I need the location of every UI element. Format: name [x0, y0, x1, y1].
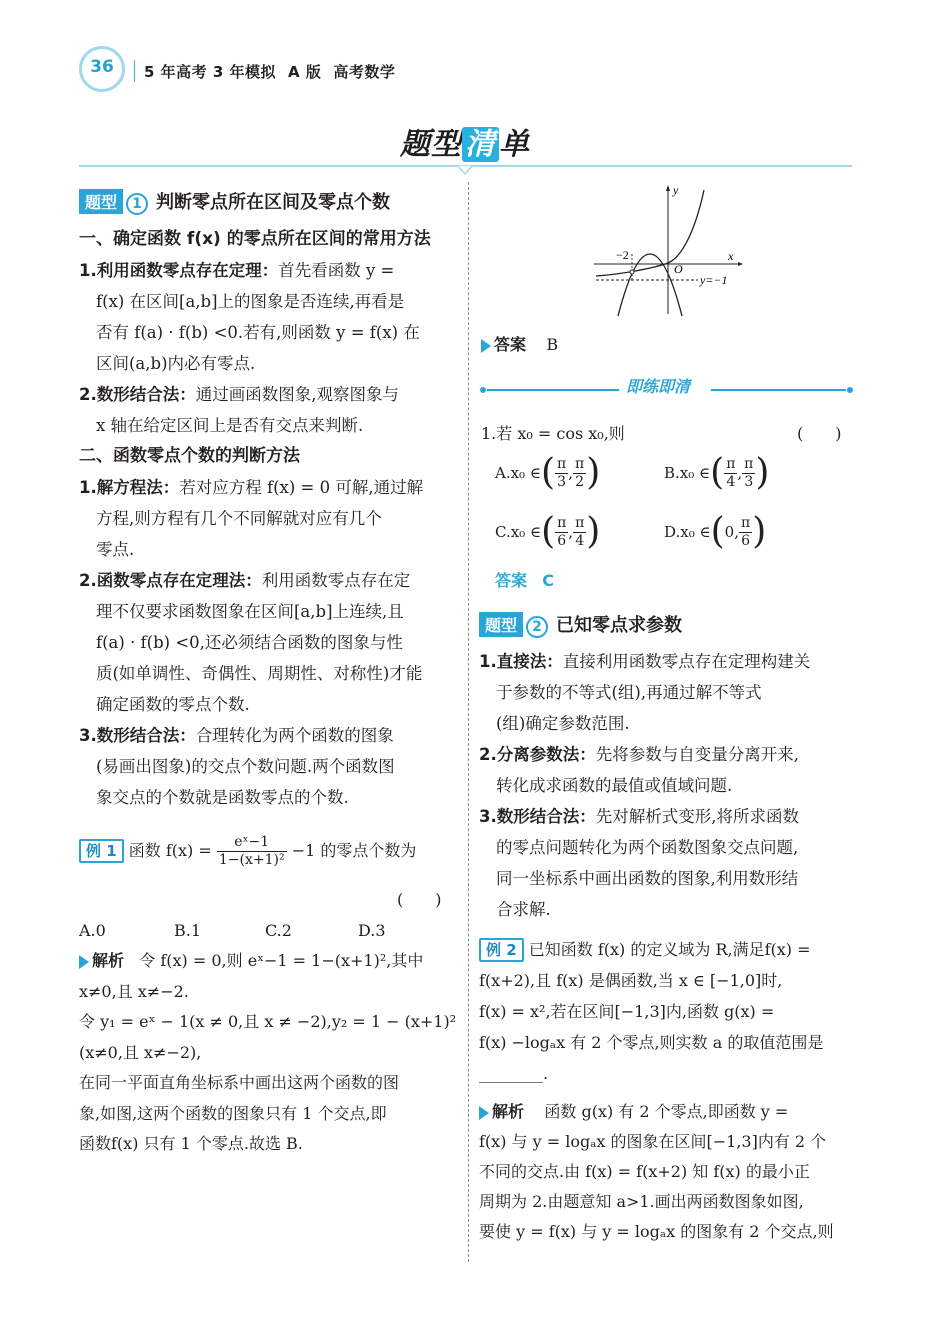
param-method-3-line: 同一坐标系中画出函数的图象,利用数形结	[496, 869, 799, 888]
answer-value: B	[546, 335, 559, 354]
param-method-2-label: 2.分离参数法：	[479, 745, 596, 764]
method-2-line: 通过画函数图象,观察图象与	[195, 385, 399, 404]
option-c: C.2	[265, 921, 292, 940]
banner-part-3: 单	[499, 127, 530, 162]
example-1-stem	[79, 834, 459, 869]
column-divider	[468, 182, 469, 1262]
analysis-line: 函数f(x) 只有 1 个零点.故选 B.	[79, 1134, 303, 1153]
section-1-title: 一、确定函数 f(x) 的零点所在区间的常用方法	[79, 229, 431, 249]
close-paren-icon: )	[755, 452, 770, 493]
example-2-tag: 例 2	[479, 938, 524, 962]
analysis-arrow-icon	[79, 955, 89, 969]
analysis-line: 周期为 2.由题意知 a>1.画出两函数图象如图,	[479, 1192, 804, 1211]
practice-answer	[495, 568, 554, 591]
section-banner	[400, 119, 530, 163]
example-1-tag: 例 1	[79, 839, 124, 863]
count-method-1-line: 零点.	[96, 540, 135, 559]
parabola-curve	[618, 254, 682, 316]
section-2-title: 二、函数零点个数的判断方法	[79, 446, 300, 466]
method-1-line: f(x) 在区间[a,b]上的图象是否连续,再看是	[96, 292, 405, 311]
practice-answer-value: C	[542, 571, 555, 590]
interval-start: 0	[724, 523, 735, 541]
topic-number: 2	[526, 616, 548, 638]
topic-2-body	[479, 646, 857, 925]
practice-answer-label: 答案	[495, 571, 528, 590]
param-method-3-line: 合求解.	[496, 900, 551, 919]
analysis-line: 象,如图,这两个函数的图象只有 1 个交点,即	[79, 1103, 387, 1123]
count-method-1-line: 方程,则方程有几个不同解就对应有几个	[96, 509, 382, 528]
param-method-1	[479, 646, 857, 739]
analysis-arrow-icon	[479, 1106, 489, 1120]
analysis-line: 在同一平面直角坐标系中画出这两个函数的图	[79, 1073, 400, 1092]
param-method-2	[479, 739, 857, 801]
option-label: C.x₀ ∈	[495, 523, 542, 541]
banner-part-2: 清	[462, 127, 499, 162]
practice-option-d: D.x₀ ∈ ( 0 , $\frac{\pi}{6}$ )	[664, 511, 767, 552]
practice-question-blank: ( )	[797, 424, 842, 443]
topic-title: 判断零点所在区间及零点个数	[156, 192, 391, 213]
param-method-3	[479, 801, 857, 925]
example-2-analysis	[479, 1097, 857, 1247]
open-paren-icon: (	[710, 511, 725, 552]
param-method-2-line: 先将参数与自变量分离开来,	[595, 745, 799, 764]
analysis-label: 解析	[92, 951, 125, 970]
x-axis-arrow-icon	[738, 262, 743, 266]
frac-num: π	[740, 514, 751, 531]
param-method-1-line: (组)确定参数范围.	[496, 714, 630, 733]
count-method-3-line: 象交点的个数就是函数零点的个数.	[96, 788, 349, 807]
count-method-2-line: 利用函数零点存在定	[261, 571, 411, 590]
fraction-denominator: 1−(x+1)²	[218, 852, 285, 868]
subject: 高考数学	[333, 63, 396, 81]
param-method-3-label: 3.数形结合法：	[479, 807, 596, 826]
close-paren-icon: )	[752, 511, 767, 552]
frac-den: 3	[744, 473, 754, 490]
topic-tag: 题型	[479, 612, 523, 637]
x-axis-label: x	[728, 249, 734, 263]
count-method-2-line: 质(如单调性、奇偶性、周期性、对称性)才能	[96, 664, 423, 683]
practice-option-b: B.x₀ ∈ ( $\frac{\pi}{4}$ , $\frac{\pi}{3}$ )	[664, 452, 770, 493]
example-1-options	[79, 921, 459, 940]
practice-question-stem: 1.若 x₀ = cos x₀,则	[481, 424, 625, 443]
practice-option-c: C.x₀ ∈ ( $\frac{\pi}{6}$ , $\frac{\pi}{4}$ )	[495, 511, 601, 552]
origin-label: O	[674, 262, 683, 276]
topic-title: 已知零点求参数	[556, 615, 683, 636]
option-label: D.x₀ ∈	[664, 523, 711, 541]
method-1-label: 1.利用函数零点存在定理：	[79, 261, 279, 280]
analysis-line: 函数 g(x) 有 2 个零点,即函数 y =	[544, 1102, 789, 1121]
frac-den: 6	[557, 532, 567, 549]
count-method-3	[79, 720, 455, 813]
analysis-label: 解析	[492, 1102, 525, 1121]
analysis-line: x≠0,且 x≠−2.	[79, 981, 189, 1001]
param-method-3-line: 先对解析式变形,将所求函数	[595, 807, 799, 826]
count-method-3-label: 3.数形结合法：	[79, 726, 196, 745]
frac-den: 2	[575, 473, 585, 490]
banner-part-1: 题型	[400, 127, 462, 162]
method-1-line: 区间(a,b)内必有零点.	[96, 354, 256, 373]
page-number: 36	[90, 57, 114, 77]
asymptote-label: y=−1	[700, 273, 728, 287]
frac-num: π	[557, 514, 567, 531]
option-label: B.x₀ ∈	[664, 464, 711, 482]
method-2-line: x 轴在给定区间上是否有交点来判断.	[96, 416, 364, 435]
analysis-line: 要使 y = f(x) 与 y = logₐx 的图象有 2 个交点,则	[479, 1222, 834, 1241]
analysis-line: f(x) 与 y = logₐx 的图象在区间[−1,3]内有 2 个	[479, 1132, 827, 1151]
frac-num: π	[557, 455, 567, 472]
answer-arrow-icon	[481, 339, 491, 353]
analysis-line: 令 f(x) = 0,则 eˣ−1 = 1−(x+1)²,其中	[139, 951, 424, 970]
method-1-line: 首先看函数 y =	[278, 261, 395, 280]
header-separator	[134, 60, 135, 82]
param-method-3-line: 的零点问题转化为两个函数图象交点问题,	[496, 838, 799, 857]
method-1	[79, 255, 455, 379]
method-1-line: 否有 f(a) · f(b) <0.若有,则函数 y = f(x) 在	[96, 323, 420, 342]
practice-title: 即练即清	[626, 377, 691, 396]
frac-num: π	[575, 514, 585, 531]
open-paren-icon: (	[710, 452, 725, 493]
option-b: B.1	[174, 921, 202, 940]
example-2-line: f(x) = x²,若在区间[−1,3]内,函数 g(x) =	[479, 1002, 775, 1021]
exponential-curve	[596, 190, 704, 276]
method-2-label: 2.数形结合法：	[79, 385, 196, 404]
topic-number: 1	[126, 193, 148, 215]
count-method-2-label: 2.函数零点存在定理法：	[79, 571, 262, 590]
example-1-fraction	[217, 834, 287, 869]
analysis-line: 令 y₁ = eˣ − 1(x ≠ 0,且 x ≠ −2),y₂ = 1 − (x+1)²	[79, 1012, 457, 1031]
book-title: 5 年高考 3 年模拟	[144, 63, 277, 81]
analysis-line: (x≠0,且 x≠−2),	[79, 1042, 202, 1062]
frac-den: 3	[557, 473, 567, 490]
frac-num: π	[744, 455, 754, 472]
frac-den: 4	[726, 473, 736, 490]
count-method-2-line: 理不仅要求函数图象在区间[a,b]上连续,且	[96, 602, 404, 621]
count-method-2	[79, 565, 455, 720]
count-method-3-line: 合理转化为两个函数的图象	[195, 726, 394, 745]
frac-num: π	[574, 455, 585, 472]
topic-1-heading	[79, 188, 390, 215]
example-2-answer-blank: ________.	[479, 1064, 549, 1083]
running-header	[144, 61, 407, 82]
example-1-post: −1 的零点个数为	[291, 841, 417, 860]
example-1-analysis	[79, 946, 459, 1160]
param-method-1-line: 于参数的不等式(组),再通过解不等式	[496, 683, 762, 702]
frac-num: π	[726, 455, 736, 472]
topic-tag: 题型	[79, 189, 123, 214]
open-paren-icon: (	[540, 452, 555, 493]
hole-point	[630, 270, 634, 274]
topic-1-body	[79, 224, 455, 813]
example-2-line: f(x) −logₐx 有 2 个零点,则实数 a 的取值范围是	[479, 1033, 824, 1052]
option-d: D.3	[358, 921, 386, 940]
y-axis-arrow-icon	[666, 185, 670, 191]
param-method-2-line: 转化成求函数的最值或值域问题.	[496, 776, 733, 795]
count-method-1-label: 1.解方程法：	[79, 478, 180, 497]
frac-den: 6	[741, 532, 751, 549]
open-paren-icon: (	[541, 511, 556, 552]
x-minus-2-label: −2	[616, 248, 629, 262]
y-axis-label: y	[673, 184, 679, 197]
practice-option-a: A.x₀ ∈ ( $\frac{\pi}{3}$ , $\frac{\pi}{2}$ )	[495, 452, 601, 493]
frac-den: 4	[575, 532, 585, 549]
example-1-pre: 函数 f(x) =	[128, 841, 212, 860]
close-paren-icon: )	[586, 511, 601, 552]
example-1-graph	[594, 184, 744, 319]
count-method-2-line: 确定函数的零点个数.	[96, 695, 250, 714]
answer-label: 答案	[494, 335, 527, 354]
example-1-answer	[481, 332, 558, 355]
topic-2-heading	[479, 611, 682, 638]
option-label: A.x₀ ∈	[495, 464, 541, 482]
count-method-3-line: (易画出图象)的交点个数问题.两个函数图	[96, 757, 395, 776]
example-2-line: 已知函数 f(x) 的定义域为 R,满足f(x) =	[528, 940, 811, 959]
banner-notch-icon	[457, 165, 473, 175]
example-2-stem	[479, 934, 857, 1089]
example-2-line: f(x+2),且 f(x) 是偶函数,当 x ∈ [−1,0]时,	[479, 971, 783, 990]
fraction-numerator: eˣ−1	[217, 834, 287, 852]
example-1-answer-blank: ( )	[397, 890, 442, 909]
option-a: A.0	[79, 921, 106, 940]
close-paren-icon: )	[586, 452, 601, 493]
count-method-1	[79, 472, 455, 565]
edition: A 版	[288, 63, 322, 81]
count-method-2-line: f(a) · f(b) <0,还必须结合函数的图象与性	[96, 633, 403, 652]
param-method-1-label: 1.直接法：	[479, 652, 563, 671]
param-method-1-line: 直接利用函数零点存在定理构建关	[562, 652, 811, 671]
analysis-line: 不同的交点.由 f(x) = f(x+2) 知 f(x) 的最小正	[479, 1162, 810, 1181]
method-2	[79, 379, 455, 441]
count-method-1-line: 若对应方程 f(x) = 0 可解,通过解	[179, 478, 424, 497]
